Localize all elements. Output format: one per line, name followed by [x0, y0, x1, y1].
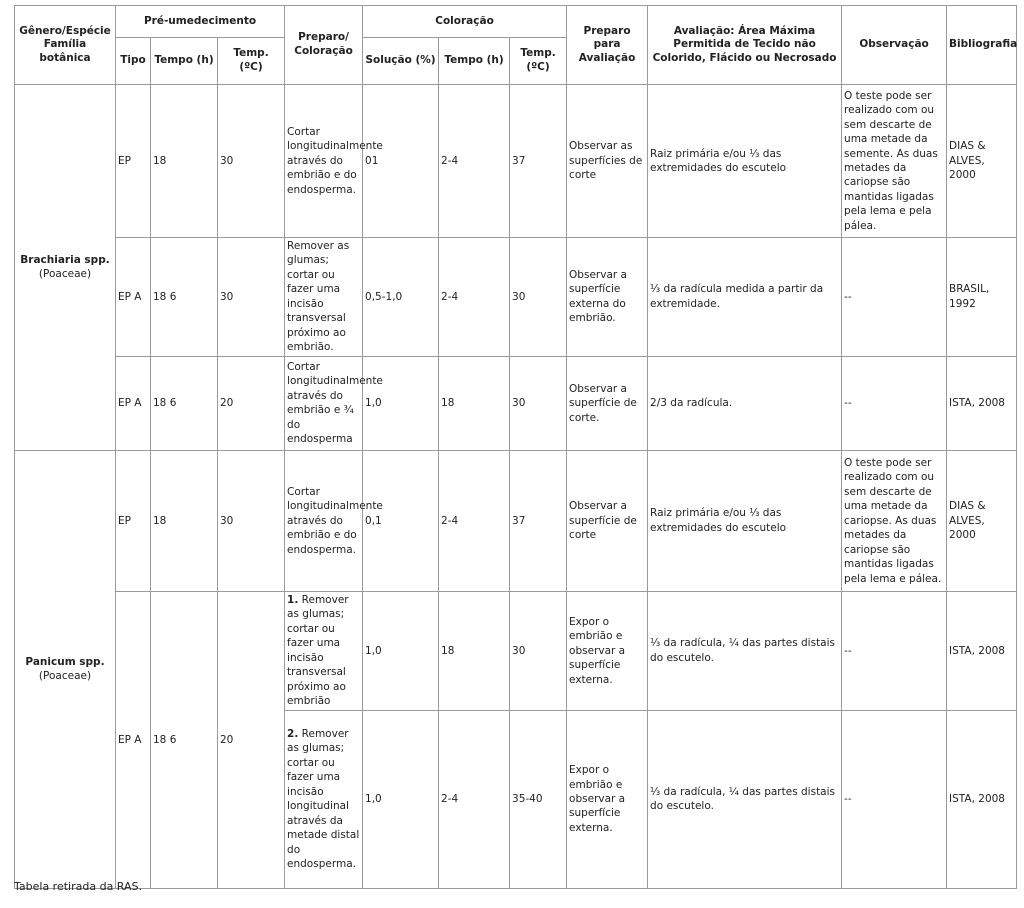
solucao-cell: 1,0 — [363, 591, 439, 710]
avaliacao-cell: 2/3 da radícula. — [648, 356, 842, 450]
temp2-cell: 30 — [510, 591, 567, 710]
observacao-cell: -- — [842, 710, 947, 888]
table-row — [15, 591, 1017, 710]
table-row — [15, 85, 1017, 238]
bibliografia-cell: ISTA, 2008 — [947, 710, 1017, 888]
preparo-aval-cell: Expor o embrião e observar a superfície externa. — [567, 591, 648, 710]
preparo-text: Remover as glumas; cortar ou fazer uma incisão longitudinal através da metade distal do endosperma. — [287, 727, 360, 871]
avaliacao-cell: Raiz primária e/ou ⅓ das extremidades do escutelo — [648, 85, 842, 238]
step-number: 2. — [287, 727, 299, 740]
solucao-cell: 1,0 — [363, 710, 439, 888]
tempo2-cell: 2-4 — [439, 450, 510, 591]
temp2-cell: 30 — [510, 238, 567, 357]
tempo-cell: 18 6 — [151, 356, 218, 450]
temp-cell: 30 — [218, 450, 285, 591]
bibliografia-cell: DIAS & ALVES, 2000 — [947, 85, 1017, 238]
solucao-cell: 0,1 — [363, 450, 439, 591]
temp-cell: 20 — [218, 356, 285, 450]
preparo-cell: Cortar longitudinalmente através do embrião e do endosperma. — [285, 85, 363, 238]
genus-cell — [15, 450, 116, 888]
temp-cell: 20 — [218, 591, 285, 888]
temp2-cell: 37 — [510, 85, 567, 238]
header-row-top — [15, 6, 1017, 38]
tempo2-cell: 2-4 — [439, 85, 510, 238]
preparo-cell: Cortar longitudinalmente através do embrião e ¾ do endosperma — [285, 356, 363, 450]
family-name: (Poaceae) — [38, 670, 92, 683]
header-avaliacao: Avaliação: Área Máxima Permitida de Tecido não Colorido, Flácido ou Necrosado — [648, 6, 842, 85]
header-tempo-coloracao: Tempo (h) — [439, 38, 510, 85]
tipo-cell: EP A — [116, 356, 151, 450]
observacao-cell: O teste pode ser realizado com ou sem descarte de uma metade da semente. As duas metades da cariopse são mantidas ligadas pela lema e pela pálea. — [842, 85, 947, 238]
genus-name: Panicum spp. — [25, 655, 105, 668]
tipo-cell: EP A — [116, 238, 151, 357]
preparo-aval-cell: Observar a superfície de corte. — [567, 356, 648, 450]
header-temp: Temp. (ºC) — [218, 38, 285, 85]
temp2-cell: 35-40 — [510, 710, 567, 888]
bibliografia-cell: DIAS & ALVES, 2000 — [947, 450, 1017, 591]
table-row — [15, 356, 1017, 450]
avaliacao-cell: ⅓ da radícula, ¼ das partes distais do escutelo. — [648, 710, 842, 888]
observacao-cell: -- — [842, 356, 947, 450]
header-coloracao: Coloração — [363, 6, 567, 38]
tempo2-cell: 2-4 — [439, 238, 510, 357]
header-preparo-avaliacao: Preparo para Avaliação — [567, 6, 648, 85]
header-tempo: Tempo (h) — [151, 38, 218, 85]
family-name: (Poaceae) — [38, 268, 92, 281]
header-bibliografia: Bibliografia — [947, 6, 1017, 85]
preparo-text: Remover as glumas; cortar ou fazer uma incisão transversal próximo ao embrião — [287, 593, 349, 708]
preparo-cell — [285, 710, 363, 888]
temp2-cell: 37 — [510, 450, 567, 591]
tipo-cell: EP A — [116, 591, 151, 888]
table-row — [15, 238, 1017, 357]
temp-cell: 30 — [218, 238, 285, 357]
tempo2-cell: 18 — [439, 356, 510, 450]
seed-test-table — [14, 5, 1017, 889]
temp-cell: 30 — [218, 85, 285, 238]
avaliacao-cell: ⅓ da radícula, ¼ das partes distais do escutelo. — [648, 591, 842, 710]
observacao-cell: -- — [842, 591, 947, 710]
bibliografia-cell: BRASIL, 1992 — [947, 238, 1017, 357]
solucao-cell: 01 — [363, 85, 439, 238]
tempo-cell: 18 6 — [151, 591, 218, 888]
preparo-cell — [285, 591, 363, 710]
header-temp-coloracao: Temp. (ºC) — [510, 38, 567, 85]
preparo-aval-cell: Observar a superfície externa do embrião. — [567, 238, 648, 357]
bibliografia-cell: ISTA, 2008 — [947, 591, 1017, 710]
preparo-aval-cell: Expor o embrião e observar a superfície externa. — [567, 710, 648, 888]
tempo2-cell: 2-4 — [439, 710, 510, 888]
header-preparo: Preparo/ Coloração — [285, 6, 363, 85]
table-source-note: Tabela retirada da RAS. — [14, 880, 143, 893]
tempo-cell: 18 6 — [151, 238, 218, 357]
preparo-aval-cell: Observar a superfície de corte — [567, 450, 648, 591]
tempo-cell: 18 — [151, 450, 218, 591]
preparo-aval-cell: Observar as superfícies de corte — [567, 85, 648, 238]
avaliacao-cell: ⅓ da radícula medida a partir da extremidade. — [648, 238, 842, 357]
step-number: 1. — [287, 593, 299, 606]
preparo-cell: Remover as glumas; cortar ou fazer uma incisão transversal próximo ao embrião. — [285, 238, 363, 357]
header-solucao: Solução (%) — [363, 38, 439, 85]
tempo2-cell: 18 — [439, 591, 510, 710]
preparo-cell: Cortar longitudinalmente através do embrião e do endosperma. — [285, 450, 363, 591]
header-genero: Gênero/Espécie Família botânica — [15, 6, 116, 85]
header-tipo: Tipo — [116, 38, 151, 85]
solucao-cell: 1,0 — [363, 356, 439, 450]
genus-cell — [15, 85, 116, 451]
table-row — [15, 450, 1017, 591]
observacao-cell: -- — [842, 238, 947, 357]
tipo-cell: EP — [116, 85, 151, 238]
tipo-cell: EP — [116, 450, 151, 591]
header-observacao: Observação — [842, 6, 947, 85]
tempo-cell: 18 — [151, 85, 218, 238]
genus-name: Brachiaria spp. — [20, 253, 110, 266]
temp2-cell: 30 — [510, 356, 567, 450]
solucao-cell: 0,5-1,0 — [363, 238, 439, 357]
observacao-cell: O teste pode ser realizado com ou sem descarte de uma metade da cariopse. As duas metades da cariopse são mantidas ligadas pela lema e pálea. — [842, 450, 947, 591]
bibliografia-cell: ISTA, 2008 — [947, 356, 1017, 450]
header-pre-umedecimento: Pré-umedecimento — [116, 6, 285, 38]
avaliacao-cell: Raiz primária e/ou ⅓ das extremidades do escutelo — [648, 450, 842, 591]
